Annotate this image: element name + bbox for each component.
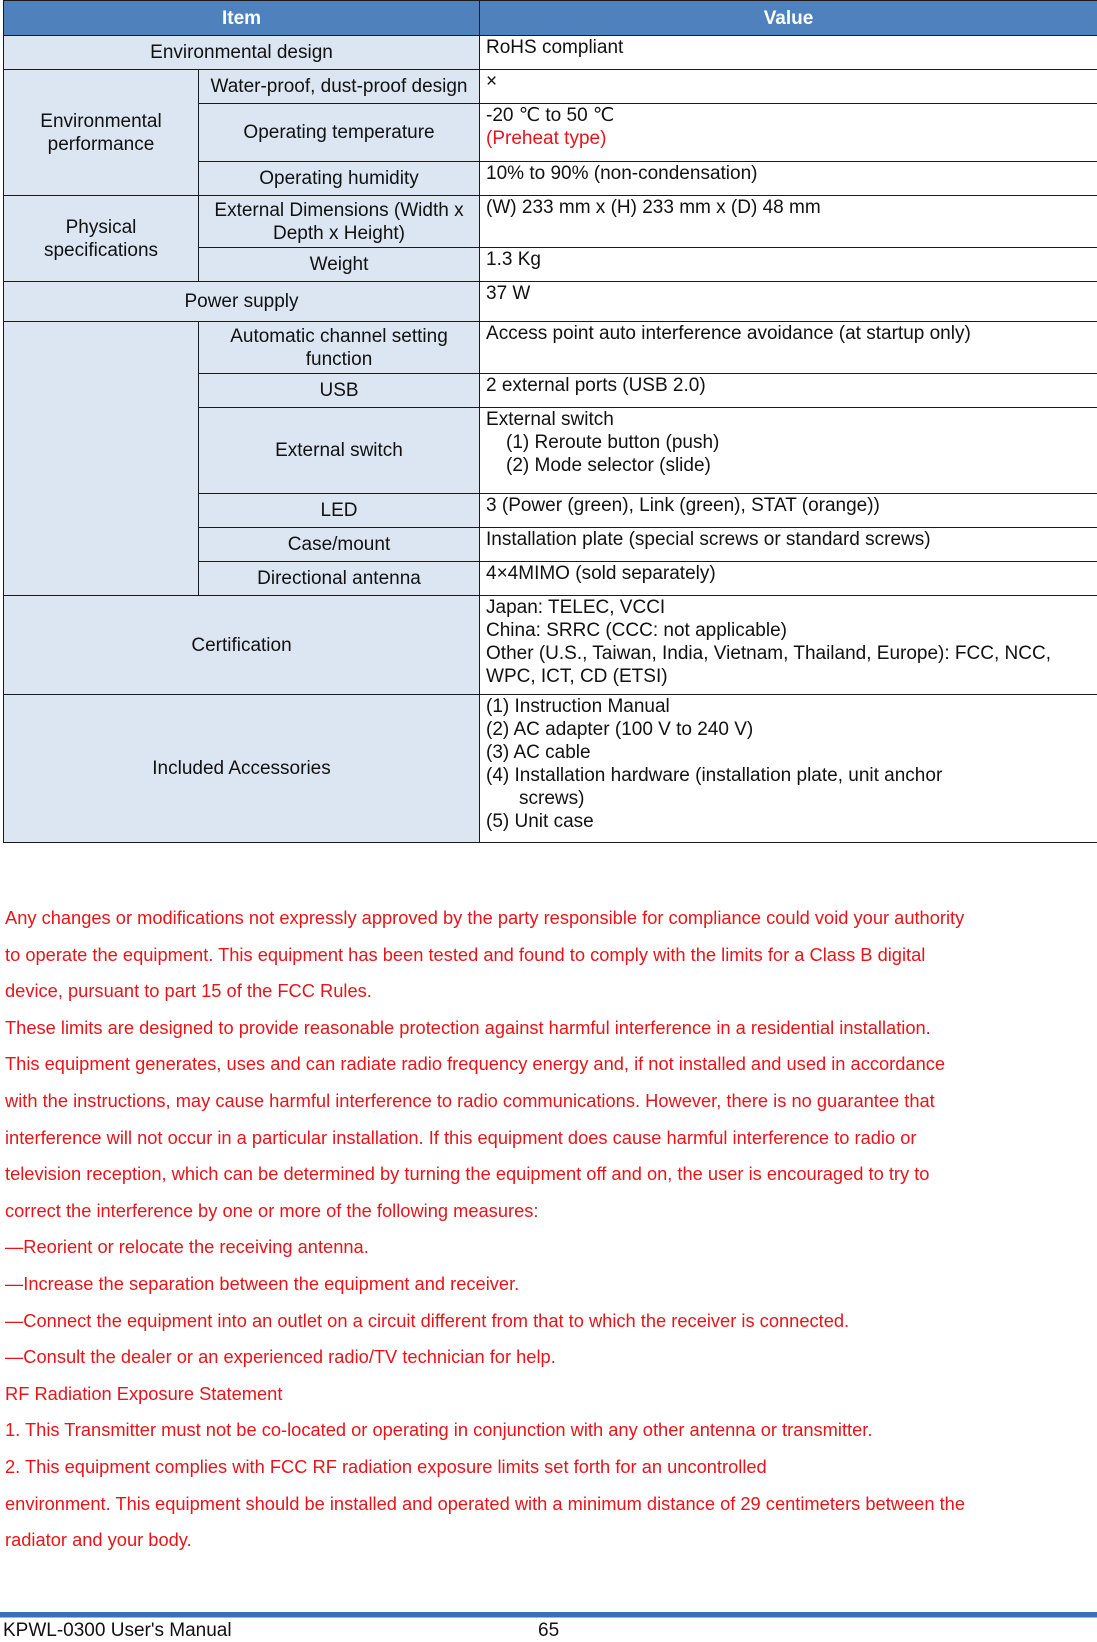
spec-table <box>3 0 1097 843</box>
notice-line: correct the interference by one or more of the following measures: <box>5 1193 1097 1230</box>
notice-line: Any changes or modifications not expressly approved by the party responsible for compliance could void your authority <box>5 900 1097 937</box>
notice-line: —Consult the dealer or an experienced radio/TV technician for help. <box>5 1339 1097 1376</box>
accessories-label: Included Accessories <box>4 695 480 843</box>
ext-switch-value <box>480 408 1097 494</box>
notice-line: 2. This equipment complies with FCC RF radiation exposure limits set forth for an uncontrolled <box>5 1449 1097 1486</box>
notice-line: —Reorient or relocate the receiving antenna. <box>5 1229 1097 1266</box>
notice-line: These limits are designed to provide reasonable protection against harmful interference in a residential installation. <box>5 1010 1097 1047</box>
header-value: Value <box>480 1 1097 36</box>
ext-switch-line: External switch <box>486 408 1091 431</box>
antenna-value: 4×4MIMO (sold separately) <box>480 562 1097 596</box>
table-row <box>4 36 1097 70</box>
features-group-cell <box>4 322 199 596</box>
accessory-line: (5) Unit case <box>486 810 1091 833</box>
table-row <box>4 282 1097 322</box>
accessory-line: (3) AC cable <box>486 741 1091 764</box>
op-temp-value <box>480 104 1097 162</box>
table-header-row <box>4 1 1097 36</box>
footer-page-number: 65 <box>538 1620 559 1642</box>
notice-line: —Connect the equipment into an outlet on a circuit different from that to which the receiver is connected. <box>5 1303 1097 1340</box>
ext-switch-line: (2) Mode selector (slide) <box>486 454 1091 477</box>
auto-channel-value: Access point auto interference avoidance (at startup only) <box>480 322 1097 374</box>
accessories-value <box>480 695 1097 843</box>
dimensions-value: (W) 233 mm x (H) 233 mm x (D) 48 mm <box>480 196 1097 248</box>
accessory-line: (1) Instruction Manual <box>486 695 1091 718</box>
notice-line: with the instructions, may cause harmful interference to radio communications. However, there is no guarantee that <box>5 1083 1097 1120</box>
table-row <box>4 70 1097 104</box>
op-temp-range: -20 ℃ to 50 ℃ <box>486 104 1091 127</box>
notice-line: This equipment generates, uses and can radiate radio frequency energy and, if not installed and used in accordance <box>5 1046 1097 1083</box>
env-perf-label: Environmental performance <box>4 70 199 196</box>
notice-line: device, pursuant to part 15 of the FCC Rules. <box>5 973 1097 1010</box>
ext-switch-line: (1) Reroute button (push) <box>486 431 1091 454</box>
usb-label: USB <box>199 374 480 408</box>
certification-label: Certification <box>4 596 480 695</box>
notice-line: interference will not occur in a particular installation. If this equipment does cause harmful interference to radio or <box>5 1120 1097 1157</box>
table-row <box>4 695 1097 843</box>
waterproof-value: × <box>480 70 1097 104</box>
footer-manual-title: KPWL-0300 User's Manual <box>3 1620 232 1642</box>
accessory-line: (2) AC adapter (100 V to 240 V) <box>486 718 1091 741</box>
op-humidity-value: 10% to 90% (non-condensation) <box>480 162 1097 196</box>
notice-line: television reception, which can be determined by turning the equipment off and on, the user is encouraged to try to <box>5 1156 1097 1193</box>
power-label: Power supply <box>4 282 480 322</box>
op-temp-label: Operating temperature <box>199 104 480 162</box>
table-row <box>4 196 1097 248</box>
notice-line: radiator and your body. <box>5 1522 1097 1559</box>
auto-channel-label: Automatic channel setting function <box>199 322 480 374</box>
antenna-label: Directional antenna <box>199 562 480 596</box>
certification-line: Other (U.S., Taiwan, India, Vietnam, Thailand, Europe): FCC, NCC, WPC, ICT, CD (ETSI) <box>486 642 1091 688</box>
certification-line: Japan: TELEC, VCCI <box>486 596 1091 619</box>
led-label: LED <box>199 494 480 528</box>
ext-switch-label: External switch <box>199 408 480 494</box>
notice-line: 1. This Transmitter must not be co-located or operating in conjunction with any other antenna or transmitter. <box>5 1412 1097 1449</box>
weight-value: 1.3 Kg <box>480 248 1097 282</box>
fcc-notice <box>5 900 1097 1559</box>
weight-label: Weight <box>199 248 480 282</box>
notice-line: environment. This equipment should be installed and operated with a minimum distance of 29 centimeters between the <box>5 1486 1097 1523</box>
usb-value: 2 external ports (USB 2.0) <box>480 374 1097 408</box>
table-row <box>4 322 1097 374</box>
footer-divider <box>0 1612 1097 1618</box>
dimensions-label: External Dimensions (Width x Depth x Height) <box>199 196 480 248</box>
physical-label: Physical specifications <box>4 196 199 282</box>
waterproof-label: Water-proof, dust-proof design <box>199 70 480 104</box>
env-design-label: Environmental design <box>4 36 480 70</box>
led-value: 3 (Power (green), Link (green), STAT (orange)) <box>480 494 1097 528</box>
notice-line: to operate the equipment. This equipment has been tested and found to comply with the limits for a Class B digital <box>5 937 1097 974</box>
header-item: Item <box>4 1 480 36</box>
accessory-line: screws) <box>486 787 1091 810</box>
op-humidity-label: Operating humidity <box>199 162 480 196</box>
env-design-value: RoHS compliant <box>480 36 1097 70</box>
certification-line: China: SRRC (CCC: not applicable) <box>486 619 1091 642</box>
notice-line: RF Radiation Exposure Statement <box>5 1376 1097 1413</box>
accessory-line: (4) Installation hardware (installation plate, unit anchor <box>486 764 1091 787</box>
op-temp-note: (Preheat type) <box>486 127 1091 150</box>
case-mount-value: Installation plate (special screws or standard screws) <box>480 528 1097 562</box>
notice-line: —Increase the separation between the equipment and receiver. <box>5 1266 1097 1303</box>
table-row <box>4 596 1097 695</box>
certification-value <box>480 596 1097 695</box>
power-value: 37 W <box>480 282 1097 322</box>
case-mount-label: Case/mount <box>199 528 480 562</box>
